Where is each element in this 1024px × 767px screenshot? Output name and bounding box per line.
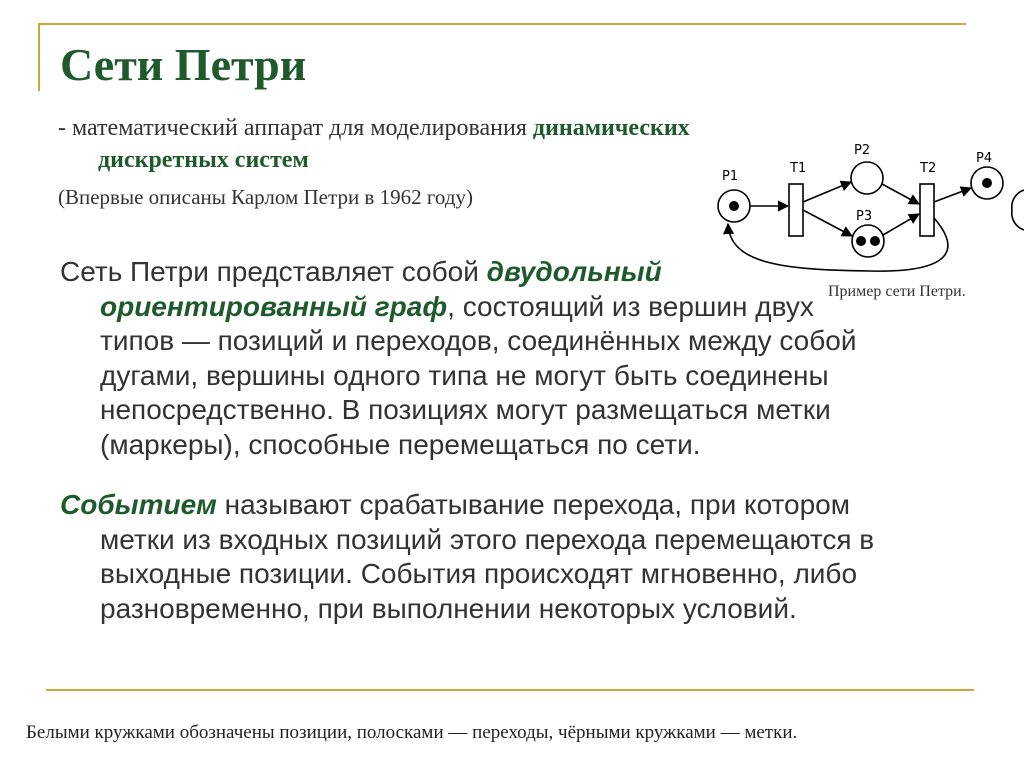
bottom-rule xyxy=(46,689,974,691)
p1-line4: дугами, вершины одного типа не могут быть соединены xyxy=(100,359,829,391)
place-p5-partial xyxy=(1012,190,1024,230)
token xyxy=(870,236,880,246)
footer-legend: Белыми кружками обозначены позиции, полосками — переходы, чёрными кружками — метки. xyxy=(26,722,798,743)
p1-line3: типов — позиций и переходов, соединённых между собой xyxy=(100,325,857,356)
label-p1: P1 xyxy=(722,169,739,184)
arc-t1-p2 xyxy=(803,182,851,202)
p2-line1-rest: называют срабатывание перехода, при котором xyxy=(216,489,851,520)
p2-line2: метки из входных позиций этого перехода перемещаются в xyxy=(100,523,875,555)
p1-line2-rest: , состоящий из вершин двух xyxy=(447,290,814,322)
transition-t2 xyxy=(920,184,934,236)
paragraph-petri-definition xyxy=(60,255,980,462)
p1-start: Сеть Петри представляет собой xyxy=(60,256,487,287)
transition-t1 xyxy=(789,184,803,236)
left-rule xyxy=(38,23,40,91)
arc-t1-p3 xyxy=(803,210,852,236)
paragraph-event-definition xyxy=(60,488,980,626)
arc-t2-p4 xyxy=(934,188,971,202)
definition-highlight-1: динамических xyxy=(532,115,690,141)
p1-line5: непосредственно. В позициях могут размещаться метки xyxy=(100,394,831,425)
figure-caption: Пример сети Петри. xyxy=(828,283,966,300)
term-event: Событием xyxy=(60,489,217,520)
arc-p3-t2 xyxy=(883,214,919,235)
term-bipartite: двудольный xyxy=(486,256,662,287)
token xyxy=(982,178,992,188)
label-t2: T2 xyxy=(920,161,937,176)
p2-line4: разновременно, при выполнении некоторых условий. xyxy=(100,592,797,624)
p1-line6: (маркеры), способные перемещаться по сети. xyxy=(100,428,701,460)
label-p3: P3 xyxy=(856,209,873,224)
label-p2: P2 xyxy=(854,143,871,158)
term-directed-graph: ориентированный граф xyxy=(100,290,448,322)
definition-lead: - математический аппарат для моделирования xyxy=(58,115,533,141)
label-p4: P4 xyxy=(976,151,993,166)
top-rule xyxy=(38,23,966,25)
token xyxy=(729,201,739,211)
arc-p2-t2 xyxy=(882,184,919,204)
definition-highlight-2: дискретных систем xyxy=(98,147,309,173)
origin-note: (Впервые описаны Карлом Петри в 1962 году) xyxy=(58,185,474,209)
label-t1: T1 xyxy=(790,161,807,176)
p2-line3: выходные позиции. События происходят мгновенно, либо xyxy=(100,558,858,589)
token xyxy=(856,236,866,246)
place-p2 xyxy=(851,162,883,194)
page-title: Сети Петри xyxy=(60,39,307,90)
